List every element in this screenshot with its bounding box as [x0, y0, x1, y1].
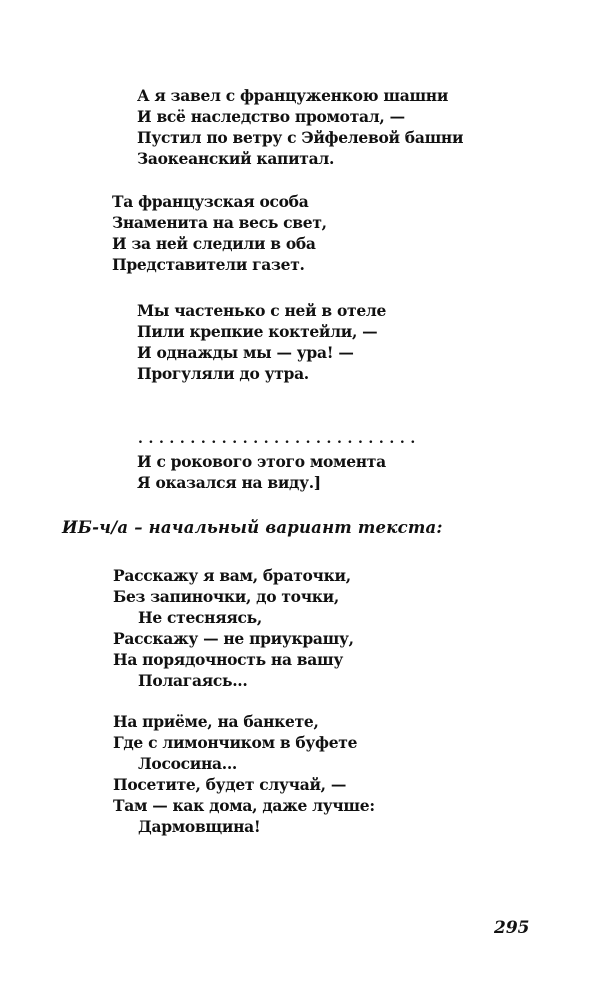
verse-line: И всё наследство промотал, —: [137, 107, 405, 126]
variant-heading: ИБ-ч/а – начальный вариант текста:: [62, 518, 443, 537]
verse-line: Там — как дома, даже лучше:: [113, 796, 375, 815]
verse-line: Знаменита на весь свет,: [112, 213, 327, 232]
stanza-2: [112, 191, 327, 275]
verse-line: Представители газет.: [112, 255, 305, 274]
page-number: 295: [494, 918, 530, 938]
verse-line: Прогуляли до утра.: [137, 364, 309, 383]
verse-line: Лососина...: [138, 754, 238, 773]
verse-line: Расскажу — не приукрашу,: [113, 629, 354, 648]
stanza-6: [113, 711, 375, 837]
verse-line: Мы частенько с ней в отеле: [137, 301, 387, 320]
verse-line: И с рокового этого момента: [137, 452, 386, 471]
verse-line: Расскажу я вам, браточки,: [113, 566, 351, 585]
verse-line: И за ней следили в оба: [112, 234, 316, 253]
stanza-3: [137, 300, 386, 384]
verse-line: Где с лимончиком в буфете: [113, 733, 358, 752]
verse-line: И однажды мы — ура! —: [137, 343, 354, 362]
verse-line: Не стесняясь,: [138, 608, 262, 627]
verse-line: На приёме, на банкете,: [113, 712, 319, 731]
verse-line: Заокеанский капитал.: [137, 149, 335, 168]
stanza-4: [137, 451, 386, 493]
verse-line: Та французская особа: [112, 192, 309, 211]
verse-line: Полагаясь...: [138, 671, 248, 690]
stanza-5: [113, 565, 354, 691]
verse-line: Посетите, будет случай, —: [113, 775, 347, 794]
omission-dots: ...........................: [138, 433, 421, 445]
verse-line: А я завел с француженкою шашни: [137, 86, 449, 105]
verse-line: Пили крепкие коктейли, —: [137, 322, 378, 341]
verse-line: На порядочность на вашу: [113, 650, 343, 669]
verse-line: Без запиночки, до точки,: [113, 587, 339, 606]
verse-line: Пустил по ветру с Эйфелевой башни: [137, 128, 464, 147]
verse-line: Я оказался на виду.]: [137, 473, 321, 492]
stanza-1: [137, 85, 463, 169]
verse-line: Дармовщина!: [138, 817, 261, 836]
